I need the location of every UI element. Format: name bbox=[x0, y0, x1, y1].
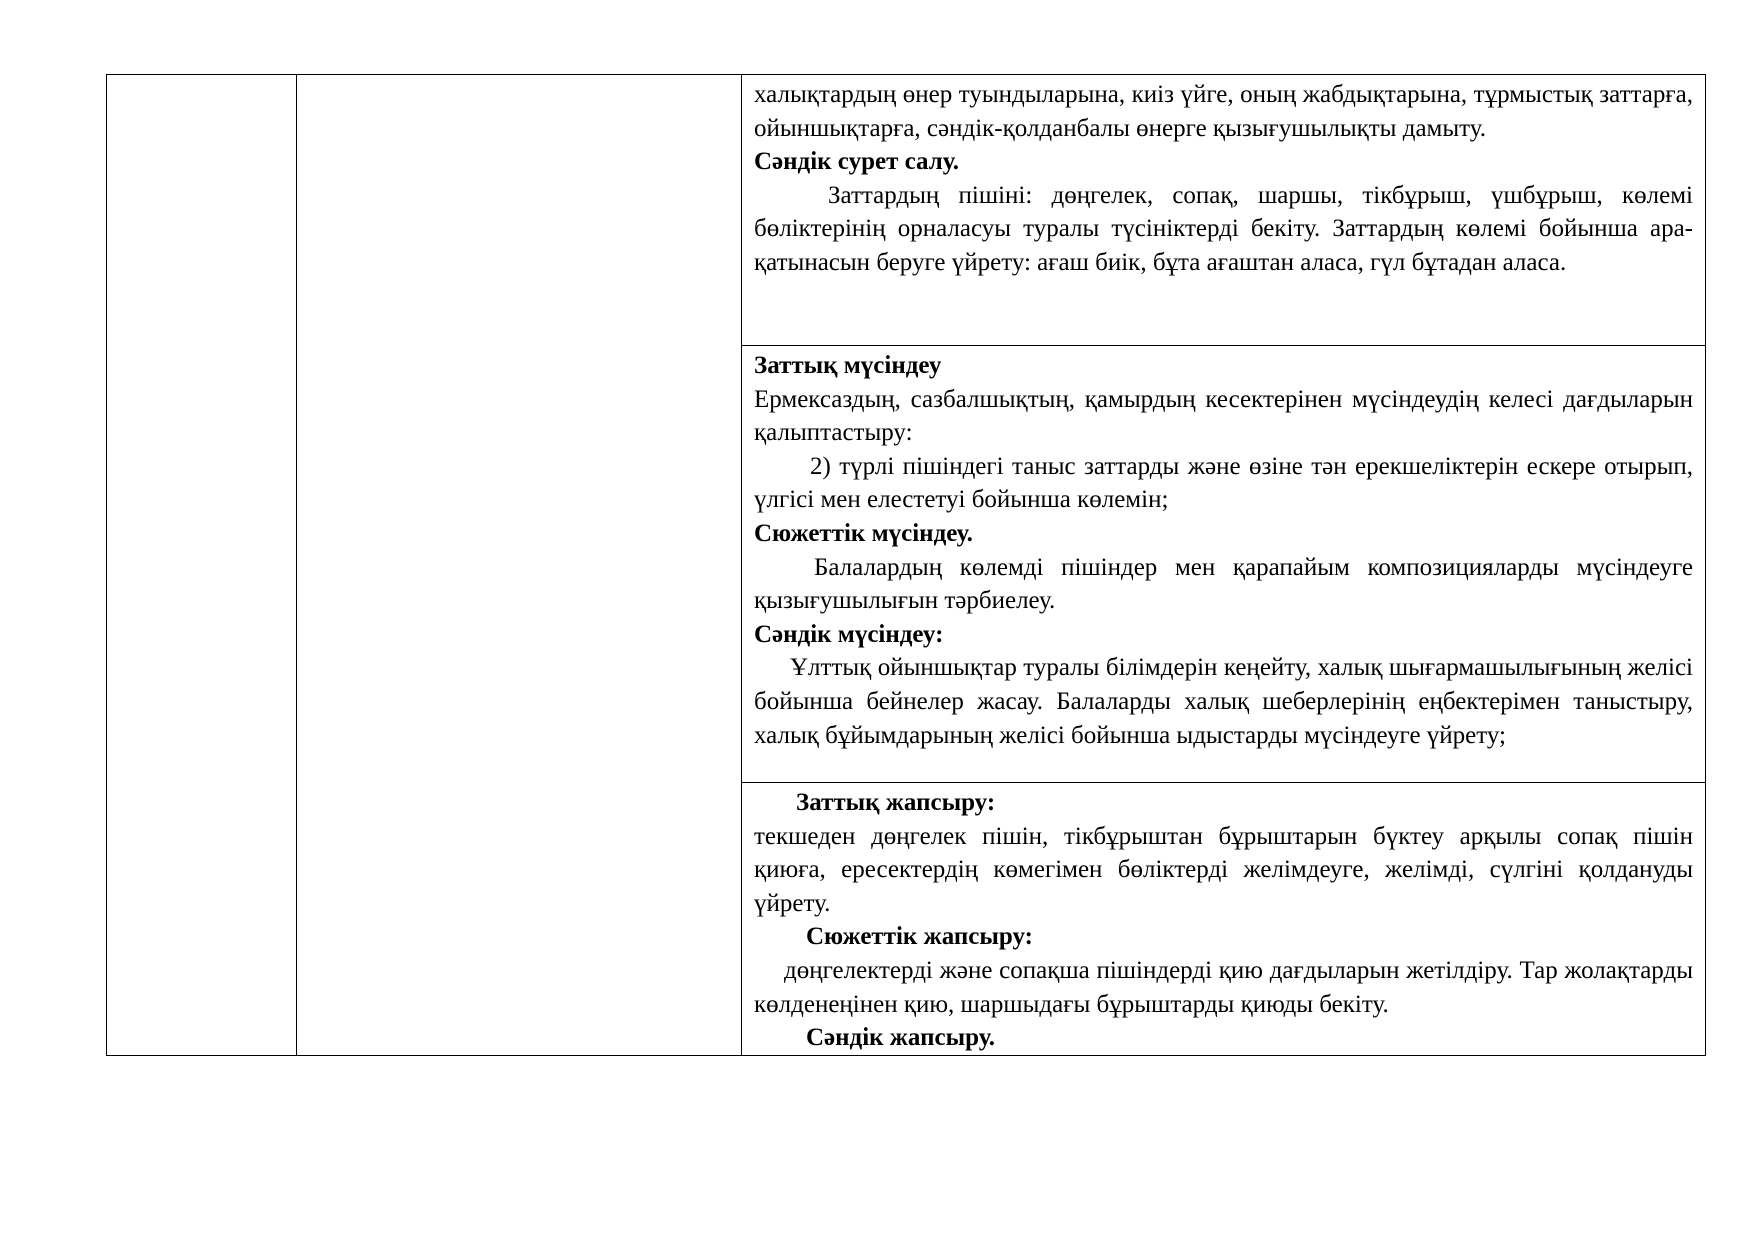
table-cell-modeling bbox=[742, 346, 1706, 783]
plot-applique-heading: Сюжеттік жапсыру: bbox=[806, 923, 1033, 951]
object-modeling-heading: Заттық мүсіндеу bbox=[754, 352, 942, 379]
table-row bbox=[107, 75, 1706, 346]
plot-modeling-paragraph: Балалардың көлемді пішіндер мен қарапайым композицияларды мүсіндеуге қызығушылығын тәрбиелеу. bbox=[754, 553, 1693, 615]
object-applique-paragraph: текшеден дөңгелек пішін, тікбұрыштан бұрыштарын бүктеу арқылы сопақ пішін қиюға, ересектердің көмегімен бөліктерді желімдеуге, желімді, сүлгіні қолдануды үйрету. bbox=[754, 822, 1693, 917]
curriculum-table bbox=[106, 74, 1706, 1056]
table-cell-applique bbox=[742, 783, 1706, 1056]
object-modeling-paragraph: Ермексаздың, сазбалшықтың, қамырдың кесектерінен мүсіндеудің келесі дағдыларын қалыптастыру: bbox=[754, 385, 1693, 447]
table-cell-empty-second-column bbox=[297, 75, 742, 1056]
object-modeling-list-item: 2) түрлі пішіндегі таныс заттарды және өзіне тән ерекшеліктерін ескере отырып, үлгісі мен елестетуі бойынша көлемін; bbox=[754, 452, 1693, 514]
decorative-modeling-heading: Сәндік мүсіндеу: bbox=[754, 620, 944, 648]
decorative-drawing-paragraph: Заттардың пішіні: дөңгелек, сопақ, шаршы, тікбұрыш, үшбұрыш, көлемі бөліктерінің орналасуы туралы түсініктерді бекіту. Заттардың көлемі бойынша ара-қатынасын беруге үйрету: ағаш биік, бұта ағаштан аласа, гүл бұтадан аласа. bbox=[754, 181, 1693, 276]
table-cell-empty-first-column bbox=[107, 75, 297, 1056]
table-cell-decorative-drawing bbox=[742, 75, 1706, 346]
decorative-applique-heading: Сәндік жапсыру. bbox=[806, 1024, 995, 1052]
plot-modeling-heading: Сюжеттік мүсіндеу. bbox=[754, 519, 973, 547]
plot-applique-paragraph: дөңгелектерді және сопақша пішіндерді қию дағдыларын жетілдіру. Тар жолақтарды көлденеңінен қию, шаршыдағы бұрыштарды қиюды бекіту. bbox=[754, 956, 1693, 1018]
intro-paragraph: халықтардың өнер туындыларына, киіз үйге, оның жабдықтарына, тұрмыстық заттарға, ойыншықтарға, сәндік-қолданбалы өнерге қызығушылықты дамыту. bbox=[754, 81, 1693, 142]
object-applique-heading: Заттық жапсыру: bbox=[796, 789, 996, 816]
decorative-drawing-heading: Сәндік сурет салу. bbox=[754, 148, 959, 176]
decorative-modeling-paragraph: Ұлттық ойыншықтар туралы білімдерін кеңейту, халық шығармашылығының желісі бойынша бейнелер жасау. Балаларды халық шеберлерінің еңбектерімен таныстыру, халық бұйымдарының желісі бойынша ыдыстарды мүсіндеуге үйрету; bbox=[754, 654, 1693, 749]
